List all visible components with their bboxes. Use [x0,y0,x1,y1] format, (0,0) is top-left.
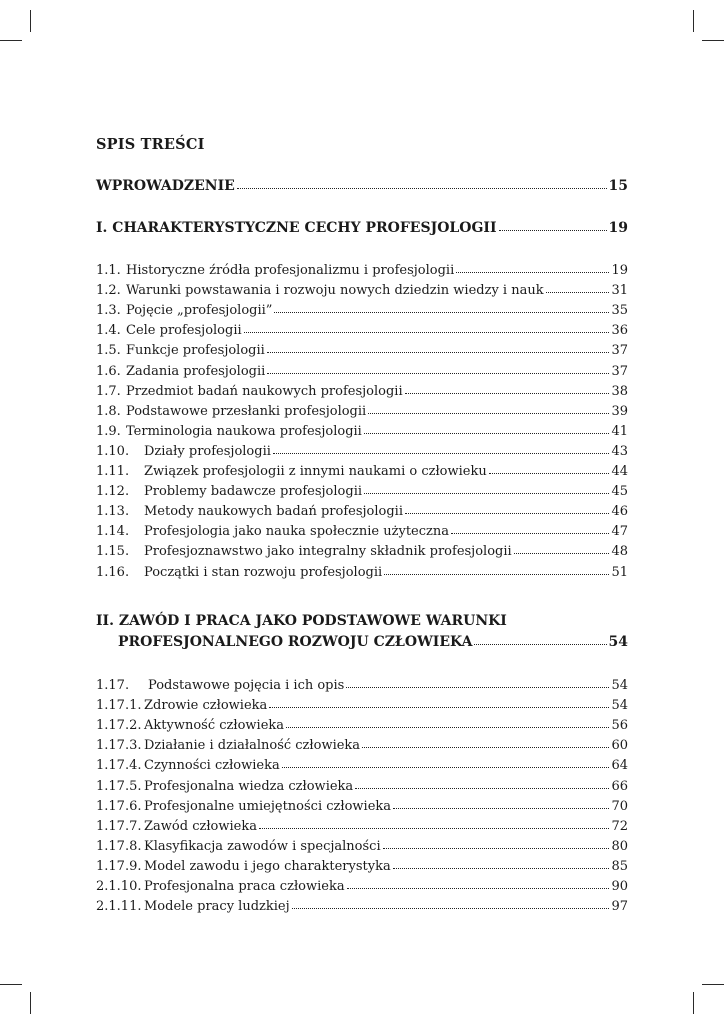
toc-entry-number: 1.11. [96,464,130,479]
toc-entry[interactable] [96,443,628,460]
toc-entry-number: 1.1. [96,263,121,278]
toc-entry-label: Terminologia naukowa profesjologii [126,423,362,439]
toc-entry-page: 54 [611,678,628,693]
toc-entry-label: Związek profesjologii z innymi naukami o człowieku [144,464,487,479]
toc-entry[interactable] [96,262,628,279]
toc-entry-page: 66 [611,778,628,794]
crop-mark [702,40,724,41]
toc-entry-number: 1.17.4. [96,758,142,774]
toc-entry-page: 56 [611,718,628,734]
toc-entry[interactable] [96,858,628,875]
toc-entry-number: 1.17.1. [96,698,142,714]
toc-entry-intro[interactable] [96,178,628,194]
toc-entry-label: Profesjoznawstwo jako integralny składnik profesjologii [144,544,512,560]
toc-entry[interactable] [96,403,628,420]
toc-entry-number: 1.14. [96,524,130,540]
toc-entry-label: Aktywność człowieka [144,718,285,734]
toc-entry-page: 36 [611,323,628,339]
toc-entry-label: Podstawowe przesłanki profesjologii [126,403,367,419]
toc-entry-page: 41 [611,423,628,439]
toc-entry-page: 38 [611,383,628,399]
toc-entry-label: Początki i stan rozwoju profesjologii [144,564,383,580]
toc-entry-label: Cele profesjologii [126,323,242,339]
toc-entry-page: 54 [611,698,628,714]
toc-entry[interactable] [96,757,628,774]
toc-entry[interactable] [96,302,628,319]
toc-part-label: I. CHARAKTERYSTYCZNE CECHY PROFESJOLOGII [96,220,497,236]
leader-dots [456,262,609,274]
toc-entry[interactable] [96,282,628,299]
toc-entry-number: 1.17.9. [96,858,142,874]
toc-entry-page: 70 [611,798,628,814]
leader-dots [474,634,606,646]
leader-dots [346,677,609,689]
toc-entry[interactable] [96,737,628,754]
toc-entry-page: 60 [611,738,628,754]
toc-entry-label: Działy profesjologii [144,443,271,459]
toc-entry-label: Działanie i działalność człowieka [144,738,361,754]
toc-entry[interactable] [96,503,628,520]
toc-entry-page: 37 [611,363,628,379]
toc-entry-page: 15 [608,178,628,194]
toc-entry-number: 1.17.3. [96,738,142,754]
leader-dots [451,523,609,535]
toc-entry[interactable] [96,677,628,694]
crop-mark [702,984,724,985]
toc-part-heading-line1[interactable]: II. ZAWÓD I PRACA JAKO PODSTAWOWE WARUNKI [96,613,507,629]
toc-entry-number: 1.16. [96,564,130,580]
toc-entry[interactable] [96,717,628,734]
crop-mark [0,40,22,41]
toc-entry[interactable] [96,523,628,540]
toc-entry-page: 80 [611,838,628,854]
toc-entry-page: 39 [611,403,628,419]
toc-entry-page: 64 [611,758,628,774]
toc-entry-page: 44 [611,464,628,479]
leader-dots [355,778,609,790]
toc-entry-page: 48 [611,544,628,560]
toc-entry-label: Zawód człowieka [144,818,257,834]
toc-entry-label: Pojęcie „profesjologii” [126,303,273,319]
toc-entry-number: 1.7. [96,383,121,399]
toc-entry-label: Problemy badawcze profesjologii [144,484,363,500]
toc-entry-number: 1.15. [96,544,130,560]
toc-entry-page: 51 [611,564,628,580]
toc-entry-page: 31 [611,283,628,299]
leader-dots [267,342,610,354]
leader-dots [259,818,609,830]
leader-dots [546,282,610,294]
toc-entry-number: 1.17.7. [96,818,142,834]
leader-dots [286,717,609,729]
toc-entry-page: 19 [611,263,628,278]
toc-entry-page: 46 [611,504,628,520]
leader-dots [405,383,610,395]
leader-dots [393,798,609,810]
toc-entry-number: 1.5. [96,343,121,359]
leader-dots [499,220,607,232]
leader-dots [364,483,609,495]
leader-dots [384,564,609,576]
crop-mark [30,10,31,32]
toc-entry[interactable] [96,818,628,835]
leader-dots [362,737,609,749]
toc-entry-number: 1.6. [96,363,121,379]
toc-entry-number: 1.17.6. [96,798,142,814]
toc-entry[interactable] [96,543,628,560]
toc-part-page: 54 [608,634,628,650]
leader-dots [405,503,609,515]
toc-entry-label: Profesjonalne umiejętności człowieka [144,798,392,814]
toc-entry-number: 2.1.10. [96,879,142,894]
toc-entry-page: 85 [611,858,628,874]
toc-entry-page: 97 [611,899,628,915]
toc-entry-label: WPROWADZENIE [96,178,235,194]
leader-dots [364,423,610,435]
toc-entry-number: 1.2. [96,283,121,299]
toc-entry-page: 47 [611,524,628,540]
leader-dots [282,757,610,769]
toc-entry[interactable] [96,778,628,795]
toc-entry[interactable] [96,697,628,714]
toc-entry-page: 35 [611,303,628,319]
toc-entry-label: Funkcje profesjologii [126,343,265,359]
toc-entry-number: 1.17.2. [96,718,142,734]
toc-entry[interactable] [96,423,628,440]
toc-entry[interactable] [96,798,628,815]
toc-entry[interactable] [96,483,628,500]
toc-part-label: PROFESJONALNEGO ROZWOJU CZŁOWIEKA [118,634,473,650]
toc-entry-number: 1.13. [96,504,130,520]
toc-entry-label: Profesjonalna praca człowieka [144,879,345,894]
leader-dots [489,463,610,475]
toc-entry-label: Zdrowie człowieka [144,698,268,714]
toc-entry-label: Modele pracy ludzkiej [144,899,290,915]
toc-entry-number: 1.17.8. [96,838,142,854]
toc-part-page: 19 [608,220,628,236]
toc-entry-label: Model zawodu i jego charakterystyka [144,858,391,874]
toc-entry-label: Profesjologia jako nauka społecznie użyteczna [144,524,449,540]
leader-dots [368,403,609,415]
toc-title: SPIS TREŚCI [96,136,205,153]
leader-dots [273,443,610,455]
leader-dots [292,898,610,910]
toc-entry-label: Zadania profesjologii [126,363,266,379]
leader-dots [393,858,610,870]
crop-mark [693,992,694,1014]
leader-dots [269,697,609,709]
crop-mark [0,984,22,985]
toc-entry-label: Metody naukowych badań profesjologii [144,504,403,520]
toc-entry[interactable] [96,363,628,380]
crop-mark [693,10,694,32]
toc-entry-page: 90 [611,879,628,894]
toc-entry-number: 1.10. [96,443,130,459]
toc-entry-label: Podstawowe pojęcia i ich opis [148,678,345,693]
crop-mark [30,992,31,1014]
toc-entry-number: 1.8. [96,403,121,419]
toc-part-heading[interactable] [118,634,628,650]
toc-entry-label: Przedmiot badań naukowych profesjologii [126,383,403,399]
toc-entry-page: 72 [611,818,628,834]
toc-entry-page: 45 [611,484,628,500]
toc-entry[interactable] [96,322,628,339]
leader-dots [514,543,610,555]
toc-entry[interactable] [96,383,628,400]
toc-entry-number: 1.3. [96,303,121,319]
leader-dots [244,322,610,334]
toc-entry-page: 37 [611,343,628,359]
toc-entry-number: 1.17.5. [96,778,142,794]
toc-entry-number: 1.12. [96,484,130,500]
toc-entry-number: 1.9. [96,423,121,439]
toc-entry-label: Profesjonalna wiedza człowieka [144,778,354,794]
toc-part-heading[interactable] [96,220,628,236]
leader-dots [347,878,610,890]
toc-entry-page: 43 [611,443,628,459]
toc-entry-number: 1.17. [96,678,130,693]
toc-entry-number: 1.4. [96,323,121,339]
leader-dots [267,363,609,375]
toc-entry[interactable] [96,898,628,915]
toc-entry-label: Klasyfikacja zawodów i specjalności [144,838,381,854]
leader-dots [383,838,610,850]
leader-dots [237,178,607,190]
toc-entry-label: Czynności człowieka [144,758,280,774]
toc-entry-label: Historyczne źródła profesjonalizmu i profesjologii [126,263,455,278]
toc-entry[interactable] [96,878,628,895]
toc-entry[interactable] [96,838,628,855]
leader-dots [274,302,609,314]
toc-entry[interactable] [96,342,628,359]
toc-entry-label: Warunki powstawania i rozwoju nowych dziedzin wiedzy i nauk [126,283,544,299]
toc-entry-number: 2.1.11. [96,899,142,915]
toc-entry[interactable] [96,463,628,480]
toc-entry[interactable] [96,564,628,581]
